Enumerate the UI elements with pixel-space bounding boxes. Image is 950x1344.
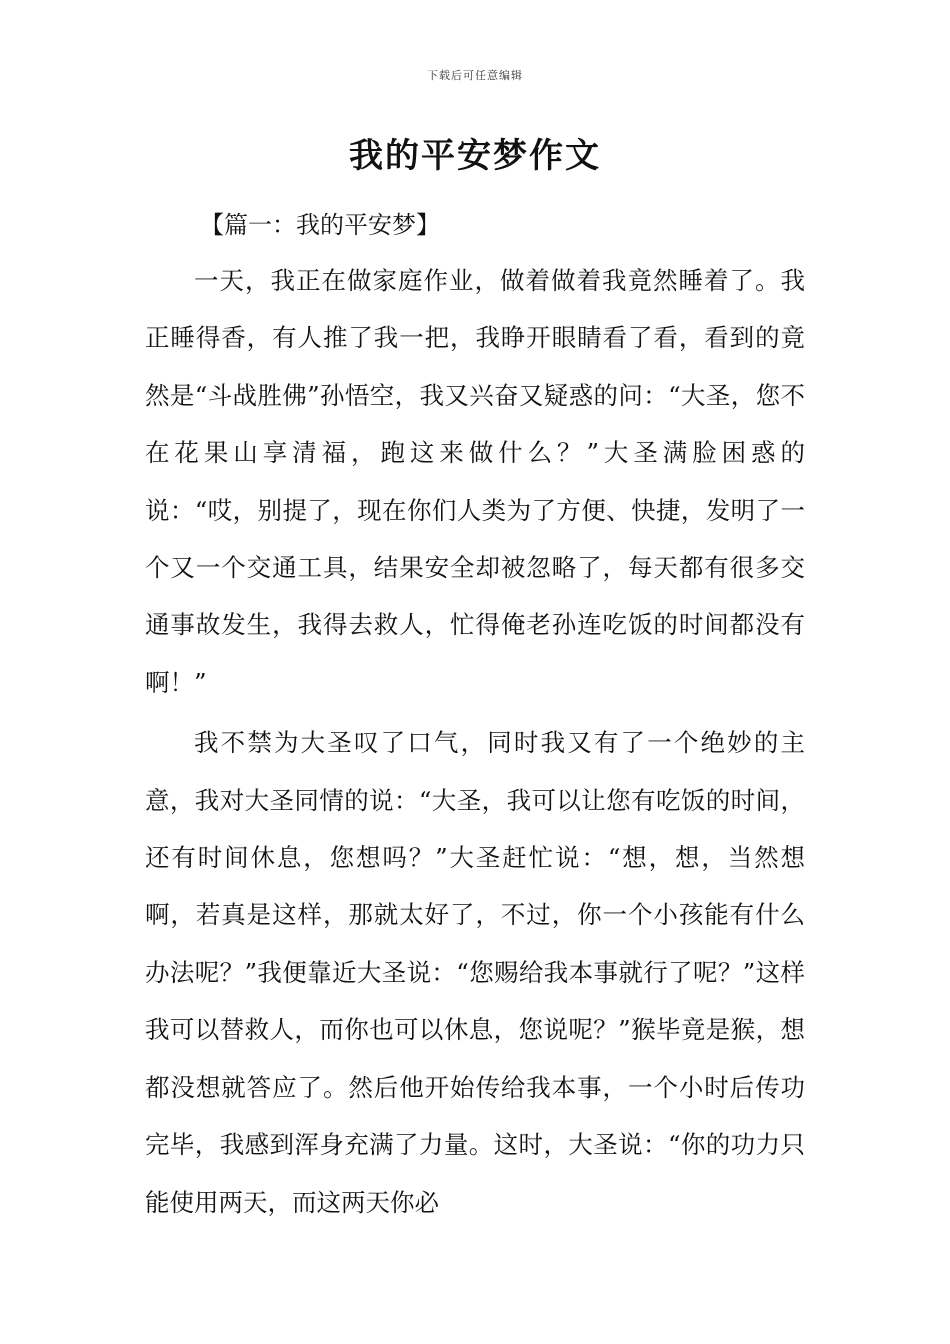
- paragraph-2: 我不禁为大圣叹了口气，同时我又有了一个绝妙的主意，我对大圣同情的说：“大圣，我可以让您有吃饭的时间，还有时间休息，您想吗？”大圣赶忙说：“想，想，当然想啊，若真是这样，那就太好了，不过，你一个小孩能有什么办法呢？”我便靠近大圣说：“您赐给我本事就行了呢？”这样我可以替救人，而你也可以休息，您说呢？”猴毕竟是猴，想都没想就答应了。然后他开始传给我本事，一个小时后传功完毕，我感到浑身充满了力量。这时，大圣说：“你的功力只能使用两天，而这两天你必: [145, 728, 805, 1217]
- body-text: [145, 252, 805, 1231]
- section-heading: 【篇一：我的平安梦】: [200, 211, 440, 239]
- document-title: 我的平安梦作文: [349, 136, 601, 176]
- paragraph-1: 一天，我正在做家庭作业，做着做着我竟然睡着了。我正睡得香，有人推了我一把，我睁开眼睛看了看，看到的竟然是“斗战胜佛”孙悟空，我又兴奋又疑惑的问：“大圣，您不在花果山享清福，跑这来做什么？”大圣满脸困惑的说：“哎，别提了，现在你们人类为了方便、快捷，发明了一个又一个交通工具，结果安全却被忽略了，每天都有很多交通事故发生，我得去救人，忙得俺老孙连吃饭的时间都没有啊！”: [145, 266, 805, 697]
- header-note: 下载后可任意编辑: [427, 69, 523, 82]
